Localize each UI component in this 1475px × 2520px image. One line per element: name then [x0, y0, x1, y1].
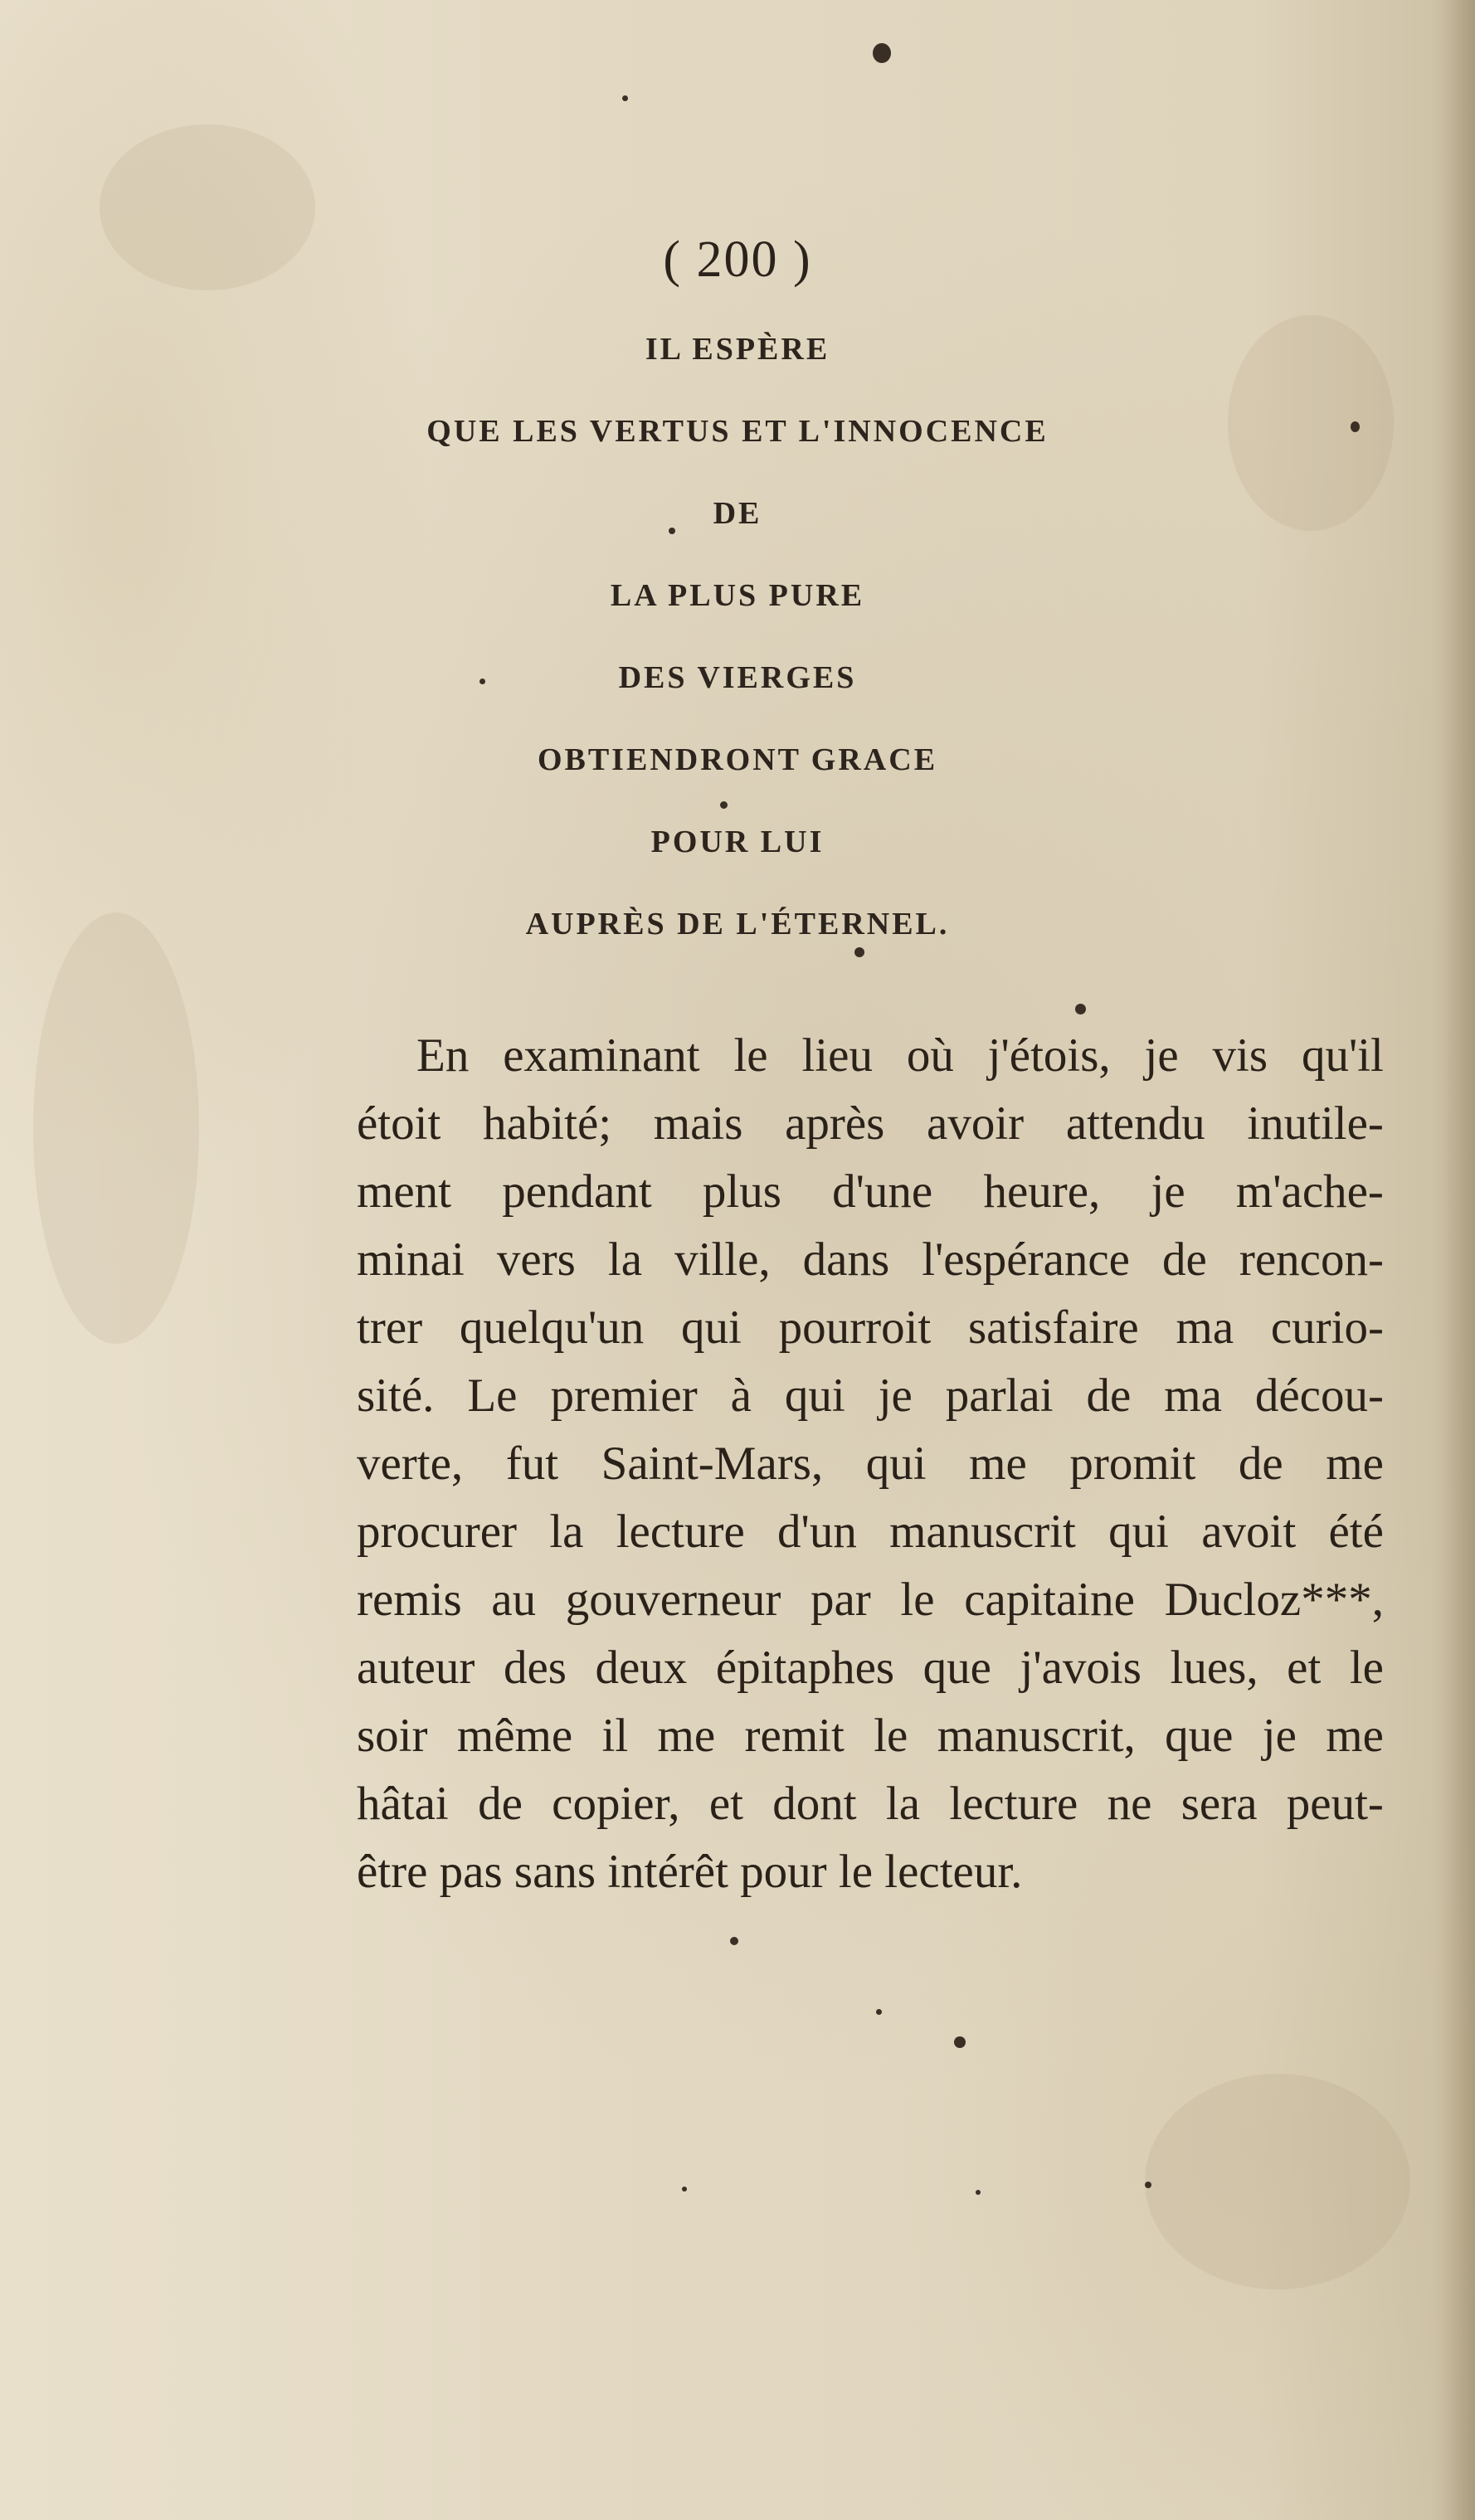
word: où	[906, 1029, 954, 1082]
ink-spot	[1075, 1004, 1086, 1014]
word: au	[491, 1574, 537, 1626]
word: ma	[1176, 1301, 1234, 1354]
word: lieu	[801, 1029, 873, 1082]
text-line	[357, 1226, 1384, 1294]
word: mais	[653, 1097, 743, 1150]
text-line	[357, 1090, 1384, 1158]
word: auteur	[357, 1642, 475, 1694]
ink-spot	[682, 2187, 687, 2192]
word: capitaine	[964, 1574, 1135, 1626]
page-number: ( 200 )	[663, 231, 812, 288]
epitaph-line: LA PLUS PURE	[610, 578, 865, 613]
word: de	[1162, 1233, 1207, 1286]
word: Saint-Mars,	[601, 1438, 824, 1490]
text-line	[357, 1158, 1384, 1226]
word: épitaphes	[715, 1642, 895, 1694]
ink-spot	[873, 43, 891, 63]
word: verte,	[357, 1438, 464, 1490]
word: dans	[802, 1233, 890, 1286]
word: qui	[865, 1438, 927, 1490]
word: même	[456, 1710, 573, 1762]
word: attendu	[1065, 1097, 1205, 1150]
ink-spot	[876, 2009, 882, 2015]
epitaph-line: OBTIENDRONT GRACE	[537, 742, 938, 777]
word: décou-	[1254, 1369, 1384, 1422]
text-line	[357, 1362, 1384, 1430]
text-line	[357, 1566, 1384, 1634]
ink-spot	[622, 95, 628, 101]
epitaph-line: QUE LES VERTUS ET L'INNOCENCE	[426, 414, 1049, 449]
word: curio-	[1270, 1301, 1384, 1354]
word: hâtai	[357, 1778, 449, 1830]
word: Le	[467, 1369, 518, 1422]
word: je	[1144, 1029, 1179, 1082]
text-line	[357, 1430, 1384, 1498]
word: qui	[681, 1301, 742, 1354]
word: été	[1328, 1506, 1384, 1558]
ink-spot	[954, 2036, 966, 2048]
word: fut	[505, 1438, 559, 1490]
word: quelqu'un	[459, 1301, 645, 1354]
word: remis	[357, 1574, 462, 1626]
word: je	[878, 1369, 913, 1422]
text-line	[357, 1498, 1384, 1566]
word: le	[1349, 1642, 1384, 1694]
text-line	[357, 1294, 1384, 1362]
word: me	[657, 1710, 716, 1762]
ink-spot	[976, 2190, 981, 2195]
word: examinant	[503, 1029, 700, 1082]
word: inutile-	[1247, 1097, 1384, 1150]
epitaph-line: AUPRÈS DE L'ÉTERNEL.	[525, 907, 950, 941]
word: procurer	[357, 1506, 518, 1558]
epitaph-line: DE	[713, 496, 762, 531]
ink-spot	[730, 1937, 738, 1945]
word: de	[1238, 1438, 1283, 1490]
word: j'avois	[1020, 1642, 1142, 1694]
word: des	[503, 1642, 567, 1694]
body-paragraph	[357, 1022, 1384, 1906]
word: Ducloz***,	[1164, 1574, 1384, 1626]
word: et	[708, 1778, 743, 1830]
text-line	[357, 1770, 1384, 1838]
word: parlai	[945, 1369, 1054, 1422]
word: avoir	[927, 1097, 1025, 1150]
word: rencon-	[1239, 1233, 1384, 1286]
word: j'étois,	[987, 1029, 1111, 1082]
epitaph	[0, 309, 1475, 966]
word: le	[900, 1574, 935, 1626]
word: après	[785, 1097, 885, 1150]
word: d'une	[832, 1165, 933, 1218]
epitaph-line: IL ESPÈRE	[645, 332, 830, 367]
text-line	[357, 1634, 1384, 1702]
word: pourroit	[778, 1301, 932, 1354]
word: et	[1287, 1642, 1322, 1694]
word: vis	[1212, 1029, 1268, 1082]
word: sité.	[357, 1369, 435, 1422]
word: deux	[595, 1642, 688, 1694]
word: la	[549, 1506, 584, 1558]
word: copier,	[552, 1778, 680, 1830]
word: pendant	[502, 1165, 652, 1218]
word: ment	[357, 1165, 451, 1218]
word: heure,	[983, 1165, 1101, 1218]
word: me	[1326, 1710, 1384, 1762]
word: En	[416, 1029, 470, 1082]
word: lecture	[616, 1506, 745, 1558]
word: gouverneur	[565, 1574, 781, 1626]
text-line	[357, 1702, 1384, 1770]
word: soir	[357, 1710, 428, 1762]
word: dont	[772, 1778, 857, 1830]
word: de	[478, 1778, 523, 1830]
word: je	[1262, 1710, 1297, 1762]
word: par	[810, 1574, 871, 1626]
word: que	[922, 1642, 991, 1694]
word: la	[885, 1778, 921, 1830]
epitaph-line: POUR LUI	[650, 825, 825, 859]
word: plus	[702, 1165, 781, 1218]
word: le	[733, 1029, 768, 1082]
paper-stain	[1145, 2074, 1410, 2289]
text-line	[357, 1022, 1384, 1090]
word: lecture	[949, 1778, 1078, 1830]
word: manuscrit	[889, 1506, 1076, 1558]
word: peut-	[1286, 1778, 1384, 1830]
ink-spot	[1145, 2182, 1151, 2188]
word: à	[730, 1369, 752, 1422]
word: l'espérance	[922, 1233, 1130, 1286]
word: de	[1086, 1369, 1132, 1422]
word: lues,	[1170, 1642, 1258, 1694]
word: avoit	[1201, 1506, 1297, 1558]
word: je	[1151, 1165, 1185, 1218]
word: d'un	[777, 1506, 857, 1558]
text-line: être pas sans intérêt pour le lecteur.	[357, 1846, 1023, 1898]
word: m'ache-	[1235, 1165, 1384, 1218]
word: le	[874, 1710, 908, 1762]
word: qui	[784, 1369, 845, 1422]
word: trer	[357, 1301, 423, 1354]
word: remit	[744, 1710, 845, 1762]
word: me	[1326, 1438, 1384, 1490]
word: manuscrit,	[937, 1710, 1136, 1762]
word: minai	[357, 1233, 465, 1286]
word: ne	[1107, 1778, 1152, 1830]
word: ville,	[674, 1233, 771, 1286]
word: ma	[1164, 1369, 1222, 1422]
word: étoit	[357, 1097, 441, 1150]
word: satisfaire	[968, 1301, 1139, 1354]
word: il	[601, 1710, 629, 1762]
word: sera	[1180, 1778, 1258, 1830]
word: promit	[1069, 1438, 1196, 1490]
word: premier	[550, 1369, 698, 1422]
word: me	[969, 1438, 1027, 1490]
paper-stain	[33, 912, 199, 1344]
word: que	[1165, 1710, 1234, 1762]
word: qui	[1108, 1506, 1169, 1558]
word: qu'il	[1301, 1029, 1384, 1082]
epitaph-line: DES VIERGES	[618, 660, 857, 695]
word: vers	[496, 1233, 576, 1286]
word: habité;	[482, 1097, 612, 1150]
word: la	[607, 1233, 643, 1286]
